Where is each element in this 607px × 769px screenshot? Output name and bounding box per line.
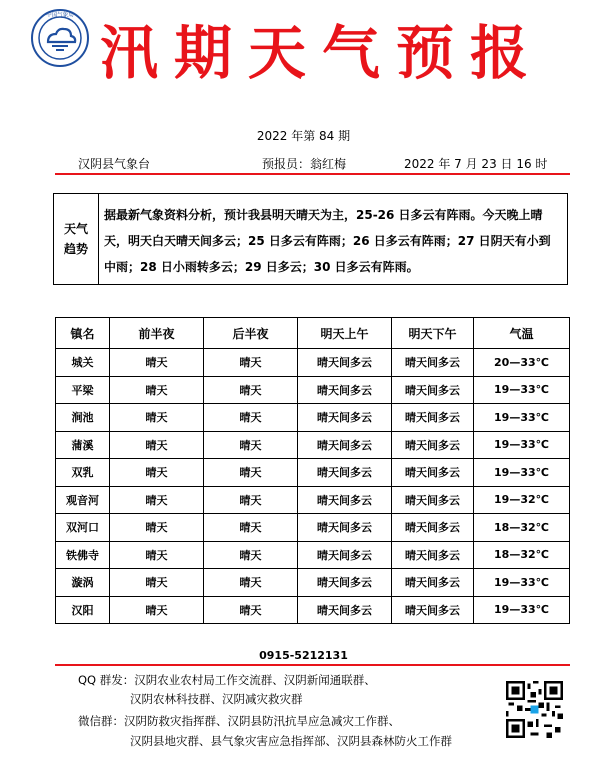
header-second-half-night: 后半夜 [204, 318, 298, 349]
header-tomorrow-morning: 明天上午 [298, 318, 392, 349]
qq-groups-line-2: 汉阴农林科技群、汉阴减灾救灾群 [130, 692, 303, 706]
trend-text: 据最新气象资料分析，预计我县明天晴天为主，25-26 日多云有阵雨。今天晚上晴天，明天白天晴天间多云；25 日多云有阵雨；26 日多云有阵雨；27 日阴天有小到中雨；28 日小雨转多云；29 日多云；30 日多云有阵雨。 [104, 208, 551, 274]
page-title: 汛期天气预报 [100, 19, 545, 87]
trend-box [53, 193, 568, 285]
table-row: 铁佛寺 晴天 晴天 晴天间多云 晴天间多云 18—32℃ [56, 541, 570, 569]
wechat-groups-line-2: 汉阴县地灾群、县气象灾害应急指挥部、汉阴县森林防火工作群 [130, 734, 452, 748]
table-row: 汉阳 晴天 晴天 晴天间多云 晴天间多云 19—33℃ [56, 596, 570, 624]
qr-code-icon [506, 681, 563, 738]
issue-datetime: 2022 年 7 月 23 日 16 时 [404, 157, 548, 171]
forecaster: 预报员：翁红梅 [262, 157, 347, 171]
table-row: 蒲溪 晴天 晴天 晴天间多云 晴天间多云 19—33℃ [56, 431, 570, 459]
table-row: 平梁 晴天 晴天 晴天间多云 晴天间多云 19—33℃ [56, 376, 570, 404]
header-tomorrow-afternoon: 明天下午 [392, 318, 474, 349]
trend-label: 天气 趋势 [54, 194, 99, 284]
forecast-table [55, 317, 570, 624]
table-row: 双乳 晴天 晴天 晴天间多云 晴天间多云 19—33℃ [56, 459, 570, 487]
contact-phone: 0915-5212131 [259, 649, 348, 662]
table-row: 观音河 晴天 晴天 晴天间多云 晴天间多云 19—32℃ [56, 486, 570, 514]
table-row: 漩涡 晴天 晴天 晴天间多云 晴天间多云 19—33℃ [56, 569, 570, 597]
table-header-row [56, 318, 570, 349]
header-first-half-night: 前半夜 [110, 318, 204, 349]
header-divider [55, 173, 570, 175]
issue-number: 2022 年第 84 期 [256, 129, 351, 143]
table-row: 涧池 晴天 晴天 晴天间多云 晴天间多云 19—33℃ [56, 404, 570, 432]
meteorological-logo [30, 8, 90, 68]
station-name: 汉阴县气象台 [78, 157, 151, 171]
svg-text:中国气象局: 中国气象局 [46, 12, 74, 19]
table-row: 双河口 晴天 晴天 晴天间多云 晴天间多云 18—32℃ [56, 514, 570, 542]
wechat-groups-line-1: 微信群：汉阴防救灾指挥群、汉阴县防汛抗旱应急减灾工作群、 [78, 714, 400, 728]
table-row: 城关 晴天 晴天 晴天间多云 晴天间多云 20—33℃ [56, 349, 570, 377]
header-temperature: 气温 [474, 318, 570, 349]
qq-groups-line-1: QQ 群发：汉阴农业农村局工作交流群、汉阴新闻通联群、 [78, 673, 376, 687]
footer-divider [55, 664, 570, 666]
header-town: 镇名 [56, 318, 110, 349]
